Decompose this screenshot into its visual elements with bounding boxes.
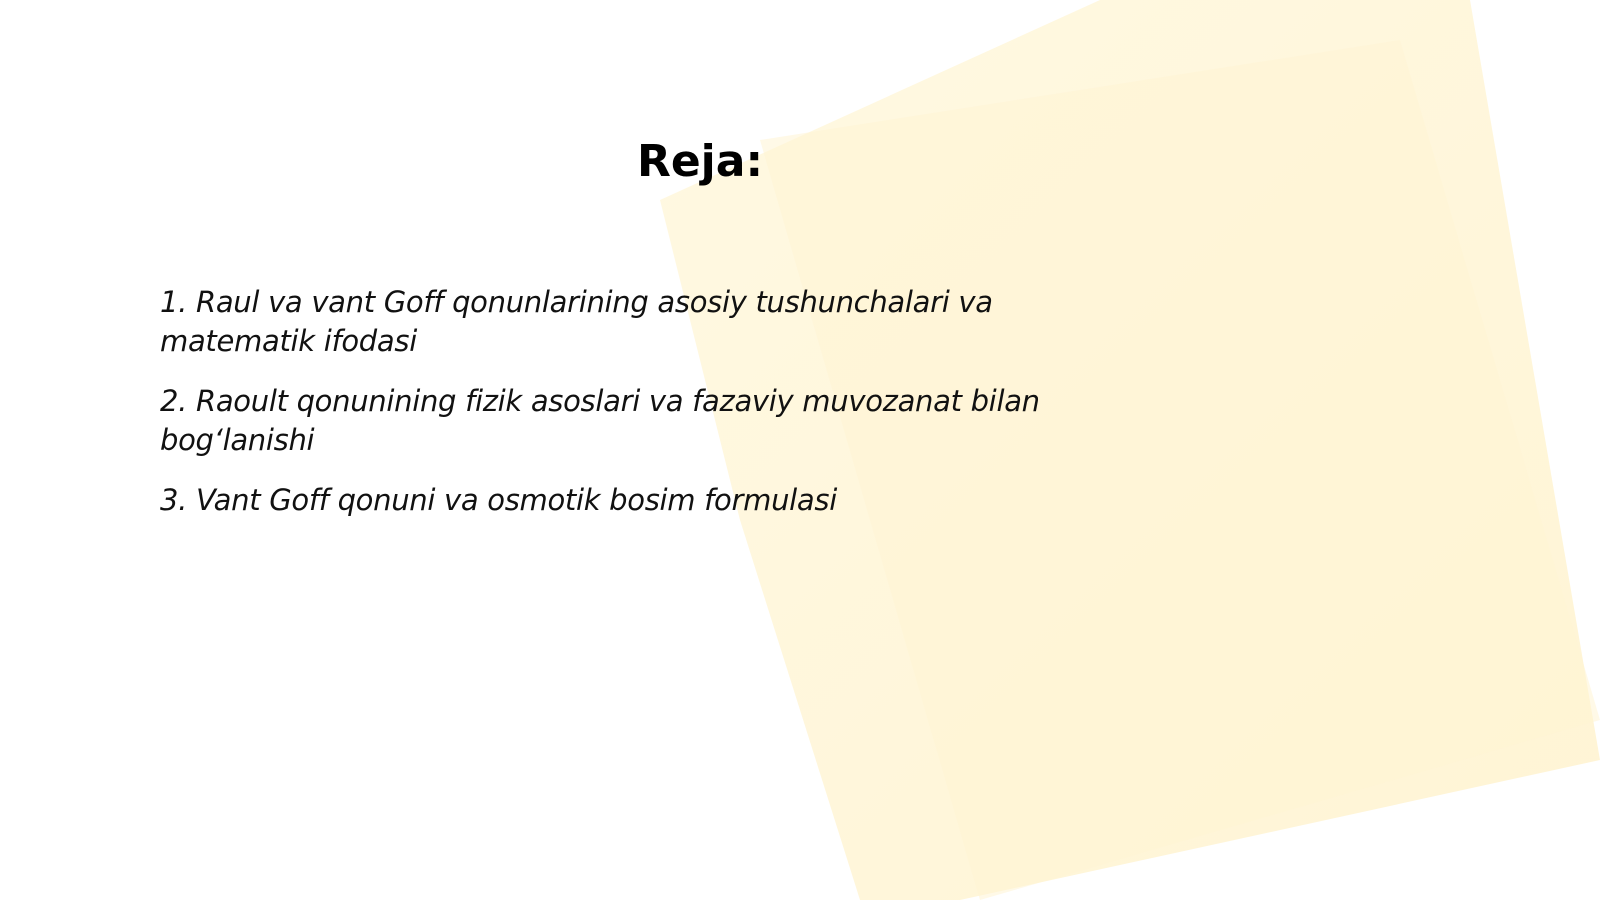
plan-item-3: 3. Vant Goff qonuni va osmotik bosim formulasi (160, 483, 837, 517)
plan-item-2: 2. Raoult qonunining fizik asoslari va fazaviy muvozanat bilan bog‘lanishi (160, 384, 1040, 457)
plan-item-1: 1. Raul va vant Goff qonunlarining asosiy tushunchalari va matematik ifodasi (160, 285, 993, 358)
slide-title: Reja: (636, 136, 764, 187)
plan-list (160, 283, 1110, 541)
